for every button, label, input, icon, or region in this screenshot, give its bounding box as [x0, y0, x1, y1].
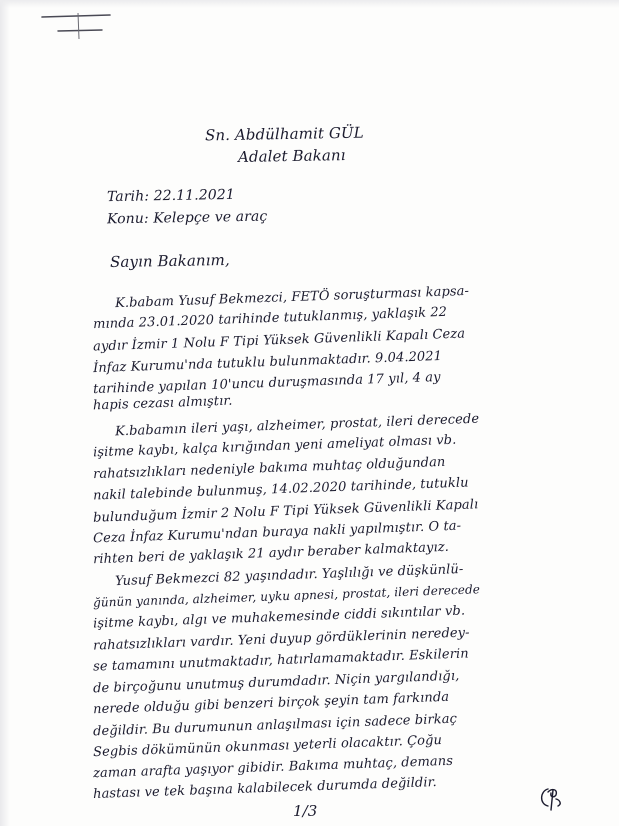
- body-line: K.babamın ileri yaşı, alzheimer, prostat, ileri derecede: [114, 411, 480, 440]
- body-line: tarihinde yapılan 10'uncu duruşmasında 17 yıl, 4 ay: [92, 369, 441, 398]
- body-line: nerede olduğu gibi benzeri birçok şeyin tam farkında: [92, 689, 450, 718]
- body-line: İnfaz Kurumu'nda tutuklu bulunmaktadır. 9.04.2021: [92, 348, 443, 377]
- addressee-title: Adalet Bakanı: [237, 146, 346, 166]
- body-line: Yusuf Bekmezci 82 yaşındadır. Yaşlılığı ve düşkünlü-: [114, 561, 464, 590]
- body-line: K.babam Yusuf Bekmezci, FETÖ soruşturması kapsa-: [114, 283, 470, 312]
- body-line: zaman arafta yaşıyor gibidir. Bakıma muhtaç, demans: [92, 753, 454, 782]
- scan-edge-shadow: [0, 0, 10, 826]
- body-line: Ceza İnfaz Kurumu'ndan buraya nakli yapılmıştır. O ta-: [92, 518, 462, 547]
- body-line: hastası ve tek başına kalabilecek durumda değildir.: [92, 775, 437, 802]
- initials-signature: [534, 784, 570, 812]
- body-line: nakil talebinde bulunmuş, 14.02.2020 tarihinde, tutuklu: [92, 475, 469, 504]
- staple-mark-icon: [40, 8, 120, 42]
- body-line: se tamamını unutmaktadır, hatırlamamaktadır. Eskilerin: [92, 646, 470, 675]
- body-line: Segbis dökümünün okunması yeterli olacaktır. Çoğu: [92, 732, 443, 761]
- scan-top-shadow: [0, 0, 619, 8]
- body-line: işitme kaybı, algı ve muhakemesinde ciddi sıkıntılar vb.: [92, 603, 466, 632]
- body-line: hapis cezası almıştır.: [92, 393, 233, 414]
- greeting: Sayın Bakanım,: [109, 250, 230, 272]
- body-line: değildir. Bu durumunun anlaşılması için sadece birkaç: [92, 711, 458, 740]
- body-line: de birçoğunu unutmuş durumdadır. Niçin yargılandığı,: [92, 668, 460, 697]
- body-line: işitme kaybı, kalça kırığından yeni ameliyat olması vb.: [92, 432, 457, 461]
- body-line: ğünün yanında, alzheimer, uyku apnesi, prostat, ileri derecede: [92, 582, 481, 610]
- body-line: rihten beri de yaklaşık 21 aydır beraber kalmaktayız.: [92, 539, 450, 568]
- subject-line: Konu: Kelepçe ve araç: [106, 208, 268, 228]
- addressee-name: Sn. Abdülhamit GÜL: [204, 123, 364, 145]
- body-line: rahatsızlıkları nedeniyle bakıma muhtaç olduğundan: [92, 454, 446, 483]
- date-line: Tarih: 22.11.2021: [106, 186, 235, 206]
- page-number: 1/3: [293, 802, 318, 820]
- body-line: aydır İzmir 1 Nolu F Tipi Yüksek Güvenlikli Kapalı Ceza: [92, 326, 466, 355]
- body-line: mında 23.01.2020 tarihinde tutuklanmış, yaklaşık 22: [92, 304, 448, 333]
- body-line: bulunduğum İzmir 2 Nolu F Tipi Yüksek Güvenlikli Kapalı: [92, 497, 479, 526]
- body-line: rahatsızlıkları vardır. Yeni duyup gördüklerinin neredey-: [92, 625, 470, 654]
